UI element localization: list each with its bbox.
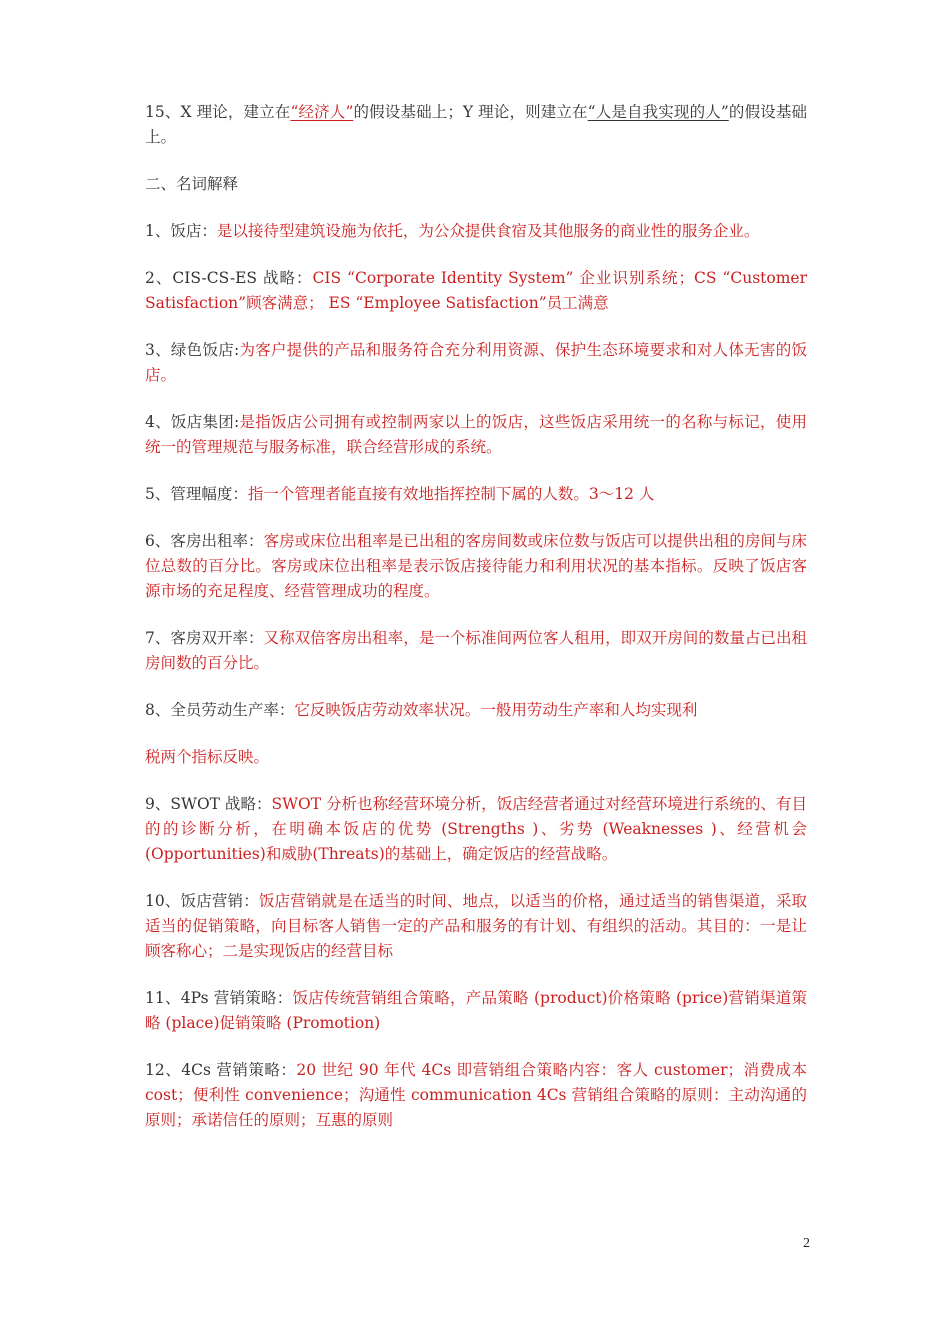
p15-term-self-actualizing-man: “人是自我实现的人” — [587, 103, 729, 121]
definition-text: SWOT 分析也称经营环境分析，饭店经营者通过对经营环境进行系统的、有目的的诊断分析，在明确本饭店的优势 (Strengths )、劣势 (Weaknesses )、经营机会(Opportunities)和威胁(Threats)的基础上，确定饭店的经营战略。 — [145, 795, 807, 863]
definition-text: 指一个管理者能直接有效地指挥控制下属的人数。3～12 人 — [247, 485, 655, 503]
p15-term-economic-man: “经济人” — [290, 103, 354, 121]
paragraph-15 — [145, 100, 807, 150]
definition-label: 10、饭店营销： — [145, 892, 259, 910]
definition-text: 20 世纪 90 年代 4Cs 即营销组合策略内容：客人 customer；消费成本 cost；便利性 convenience；沟通性 communication 4Cs 营销组合策略的原则：主动沟通的原则；承诺信任的原则；互惠的原则 — [145, 1061, 807, 1129]
definition-4 — [145, 410, 807, 460]
definition-text: 客房或床位出租率是已出租的客房间数或床位数与饭店可以提供出租的房间与床位总数的百分比。客房或床位出租率是表示饭店接待能力和利用状况的基本指标。反映了饭店客源市场的充足程度、经营管理成功的程度。 — [145, 532, 807, 600]
definition-5 — [145, 482, 807, 507]
definition-text: 是指饭店公司拥有或控制两家以上的饭店，这些饭店采用统一的名称与标记，使用统一的管理规范与服务标准，联合经营形成的系统。 — [145, 413, 807, 456]
definition-3 — [145, 338, 807, 388]
definition-text: 税两个指标反映。 — [145, 748, 270, 766]
p15-suffix: 的假设基础上。 — [145, 103, 807, 146]
definition-text: 是以接待型建筑设施为依托，为公众提供食宿及其他服务的商业性的服务企业。 — [216, 222, 760, 240]
definition-9 — [145, 792, 807, 867]
definition-text: CIS “Corporate Identity System” 企业识别系统；CS “Customer Satisfaction”顾客满意； ES “Employee Satisfaction”员工满意 — [145, 269, 807, 312]
definition-label: 12、4Cs 营销策略： — [145, 1061, 297, 1079]
definition-8-continued — [145, 745, 807, 770]
definition-10 — [145, 889, 807, 964]
definition-label: 1、饭店： — [145, 222, 217, 240]
p15-prefix: 15、X 理论，建立在 — [145, 103, 291, 121]
definition-text: 为客户提供的产品和服务符合充分利用资源、保护生态环境要求和对人体无害的饭店。 — [145, 341, 807, 384]
definition-label: 2、CIS-CS-ES 战略： — [145, 269, 313, 287]
definition-8 — [145, 698, 807, 723]
definition-1 — [145, 219, 807, 244]
definition-6 — [145, 529, 807, 604]
definition-2 — [145, 266, 807, 316]
definition-label: 11、4Ps 营销策略： — [145, 989, 293, 1007]
p15-middle: 的假设基础上；Y 理论，则建立在 — [353, 103, 588, 121]
page-number: 2 — [803, 1236, 810, 1251]
definition-7 — [145, 626, 807, 676]
section-heading: 二、名词解释 — [145, 175, 239, 193]
definition-label: 9、SWOT 战略： — [145, 795, 272, 813]
definition-label: 5、管理幅度： — [145, 485, 248, 503]
definition-label: 6、客房出租率： — [145, 532, 264, 550]
definition-12 — [145, 1058, 807, 1133]
definition-label: 8、全员劳动生产率： — [145, 701, 295, 719]
document-body — [145, 100, 807, 1155]
definition-label: 3、绿色饭店: — [145, 341, 240, 359]
definition-11 — [145, 986, 807, 1036]
definition-label: 7、客房双开率： — [145, 629, 264, 647]
definition-text: 它反映饭店劳动效率状况。一般用劳动生产率和人均实现利 — [294, 701, 698, 719]
definition-text: 饭店营销就是在适当的时间、地点，以适当的价格，通过适当的销售渠道，采取适当的促销策略，向目标客人销售一定的产品和服务的有计划、有组织的活动。其目的：一是让顾客称心；二是实现饭店的经营目标 — [145, 892, 807, 960]
definition-text: 又称双倍客房出租率，是一个标准间两位客人租用，即双开房间的数量占已出租房间数的百分比。 — [145, 629, 807, 672]
definition-label: 4、饭店集团: — [145, 413, 240, 431]
definition-text: 饭店传统营销组合策略，产品策略 (product)价格策略 (price)营销渠道策略 (place)促销策略 (Promotion) — [145, 989, 808, 1032]
